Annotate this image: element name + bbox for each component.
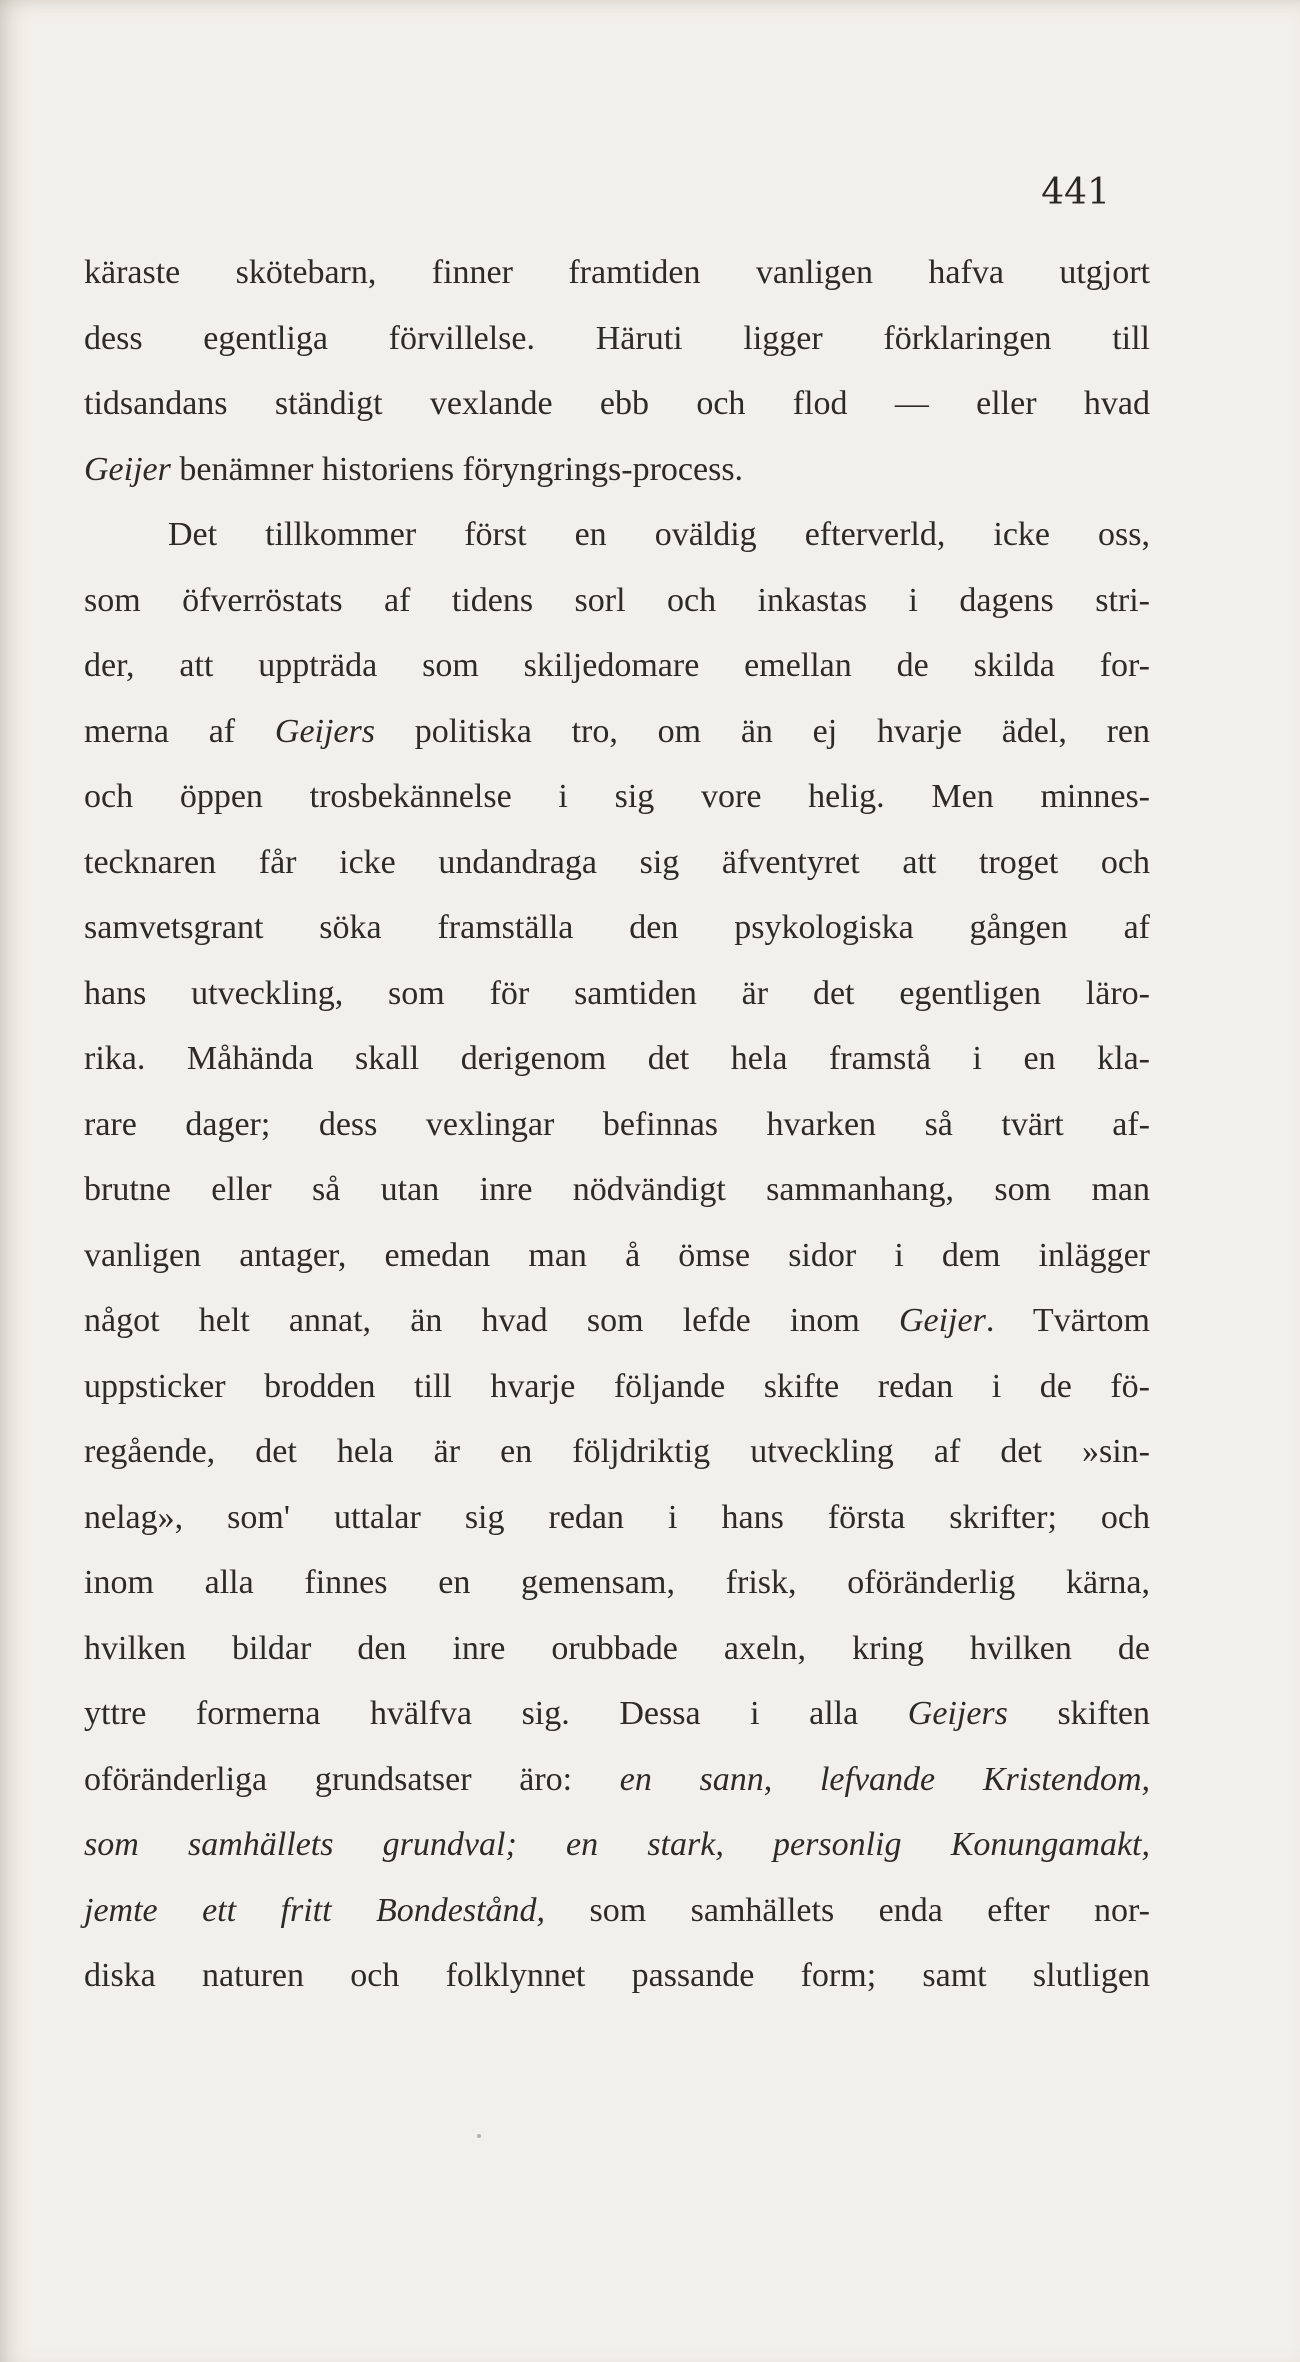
text-segment: nelag», som' uttalar sig redan i hans första skrifter; och bbox=[84, 1498, 1150, 1536]
text-line bbox=[84, 502, 1150, 568]
text-segment: och öppen trosbekännelse i sig vore helig. Men minnes- bbox=[84, 778, 1150, 815]
text-segment: tidsandans ständigt vexlande ebb och flod — eller hvad bbox=[84, 385, 1150, 422]
text-segment: diska naturen och folklynnet passande form; samt slutligen bbox=[84, 1957, 1150, 1994]
text-line bbox=[84, 437, 1150, 503]
text-segment: käraste skötebarn, finner framtiden vanligen hafva utgjort bbox=[84, 254, 1150, 291]
text-line bbox=[84, 1485, 1150, 1551]
text-line bbox=[84, 895, 1150, 961]
text-line bbox=[84, 1812, 1150, 1878]
text-segment: inom alla finnes en gemensam, frisk, oföränderlig kärna, bbox=[84, 1564, 1150, 1601]
italic-text: en sann, lefvande Kristendom, bbox=[619, 1760, 1150, 1798]
text-line bbox=[84, 240, 1150, 306]
text-segment: uppsticker brodden till hvarje följande skifte redan i de fö- bbox=[84, 1367, 1150, 1405]
italic-text: Geijer bbox=[84, 450, 171, 488]
text-line bbox=[84, 371, 1150, 437]
text-segment: skiften bbox=[1007, 1695, 1150, 1732]
italic-text: Geijers bbox=[907, 1695, 1008, 1732]
text-segment: rika. Måhända skall derigenom det hela framstå i en kla- bbox=[84, 1040, 1150, 1077]
text-segment: Det tillkommer först en oväldig efterverld, icke oss, bbox=[168, 516, 1150, 553]
italic-text: som samhällets grundval; en stark, personlig Konungamakt, bbox=[84, 1826, 1150, 1863]
text-line bbox=[84, 830, 1150, 896]
text-line bbox=[84, 1943, 1150, 2009]
text-segment: vanligen antager, emedan man å ömse sidor i dem inlägger bbox=[84, 1236, 1150, 1274]
text-segment: rare dager; dess vexlingar befinnas hvarken så tvärt af- bbox=[84, 1105, 1150, 1143]
body-text bbox=[84, 240, 1150, 2009]
text-segment: som öfverröstats af tidens sorl och inkastas i dagens stri- bbox=[84, 581, 1150, 619]
text-segment: som samhällets enda efter nor- bbox=[545, 1891, 1150, 1929]
text-line bbox=[84, 1747, 1150, 1813]
text-segment: oföränderliga grundsatser äro: bbox=[84, 1760, 620, 1798]
text-line bbox=[84, 1616, 1150, 1682]
text-segment: tecknaren får icke undandraga sig äfventyret att troget och bbox=[84, 843, 1150, 881]
text-line bbox=[84, 1092, 1150, 1158]
text-line bbox=[84, 568, 1150, 634]
text-segment: . Tvärtom bbox=[985, 1302, 1150, 1339]
text-line bbox=[84, 1223, 1150, 1289]
text-segment: hvilken bildar den inre orubbade axeln, kring hvilken de bbox=[84, 1629, 1150, 1667]
text-line bbox=[84, 633, 1150, 699]
text-segment: samvetsgrant söka framställa den psykologiska gången af bbox=[84, 909, 1150, 946]
text-line bbox=[84, 1878, 1150, 1944]
text-line bbox=[84, 1354, 1150, 1420]
text-segment: der, att uppträda som skiljedomare emellan de skilda for- bbox=[84, 647, 1150, 684]
text-line bbox=[84, 1157, 1150, 1223]
text-segment: hans utveckling, som för samtiden är det egentligen läro- bbox=[84, 974, 1150, 1012]
text-line bbox=[84, 1681, 1150, 1747]
paper-speck bbox=[477, 2134, 481, 2138]
italic-text: jemte ett fritt Bondestånd, bbox=[84, 1891, 546, 1929]
text-segment: något helt annat, än hvad som lefde inom bbox=[84, 1302, 899, 1339]
text-segment: merna af bbox=[84, 712, 275, 750]
text-line bbox=[84, 1419, 1150, 1485]
text-line bbox=[84, 1288, 1150, 1354]
text-segment: politiska tro, om än ej hvarje ädel, ren bbox=[374, 712, 1150, 750]
text-segment: benämner historiens föryngrings-process. bbox=[170, 450, 744, 488]
text-segment: yttre formerna hvälfva sig. Dessa i alla bbox=[84, 1695, 908, 1732]
page-number: 441 bbox=[1041, 172, 1110, 213]
text-line bbox=[84, 961, 1150, 1027]
text-line bbox=[84, 1550, 1150, 1616]
text-line bbox=[84, 764, 1150, 830]
text-segment: brutne eller så utan inre nödvändigt sammanhang, som man bbox=[84, 1171, 1150, 1208]
text-segment: regående, det hela är en följdriktig utveckling af det »sin- bbox=[84, 1433, 1150, 1470]
text-line bbox=[84, 699, 1150, 765]
text-line bbox=[84, 1026, 1150, 1092]
text-segment: dess egentliga förvillelse. Häruti ligger förklaringen till bbox=[84, 319, 1150, 357]
italic-text: Geijer bbox=[898, 1302, 986, 1339]
text-line bbox=[84, 306, 1150, 372]
italic-text: Geijers bbox=[274, 712, 375, 750]
